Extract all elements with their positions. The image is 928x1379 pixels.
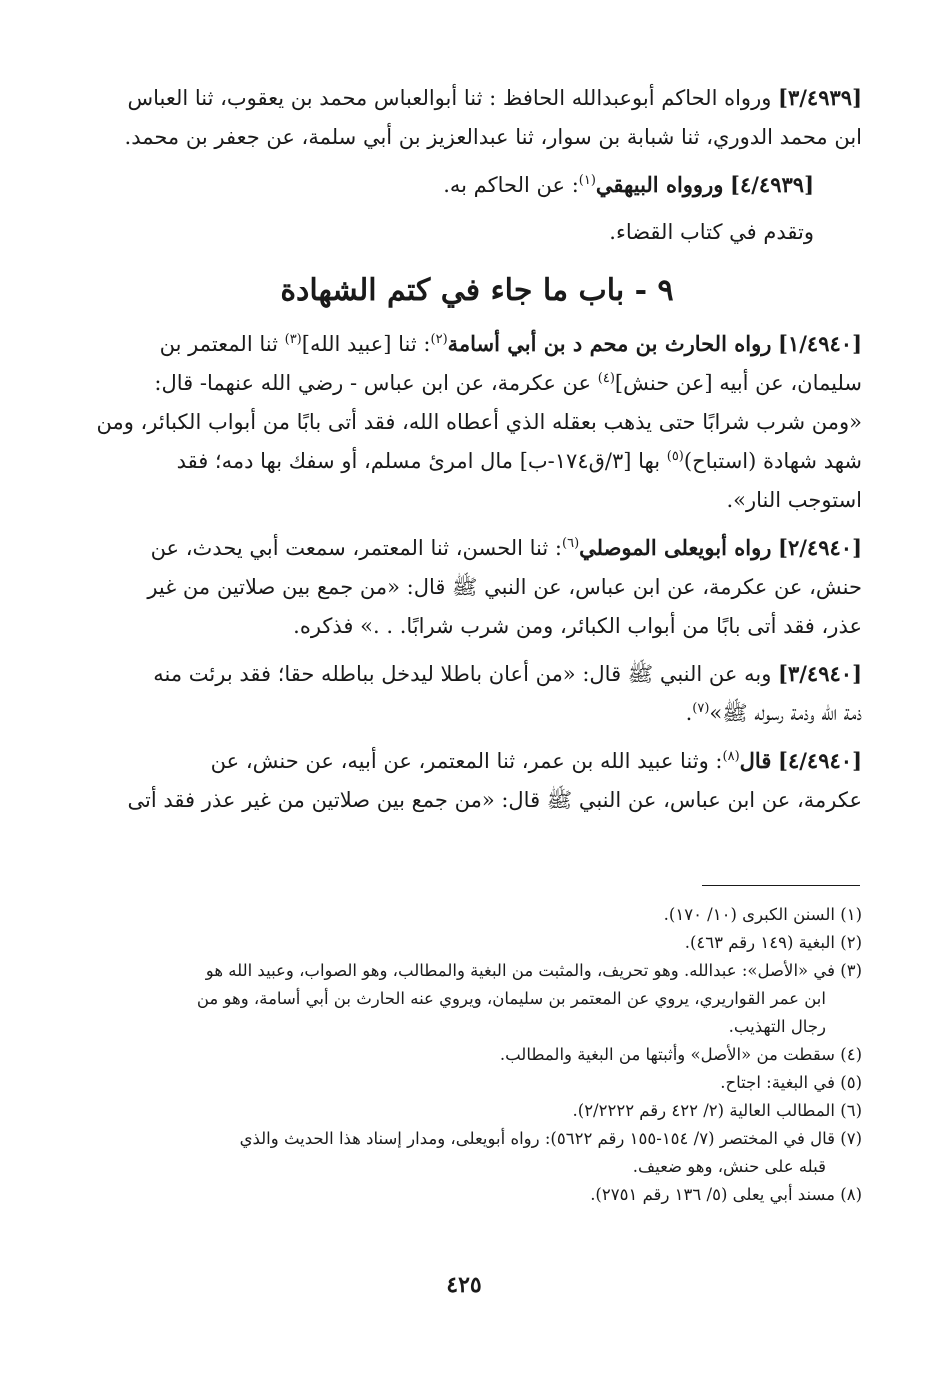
hadith-reference: [٤/٤٩٣٩] xyxy=(730,172,814,197)
footnote-4: (٤) سقطت من «الأصل» وأثبتها من البغية والمطالب. xyxy=(499,1045,862,1064)
text-line: «ومن شرب شرابًا حتى يذهب بعقله الذي أعطاه الله، فقد أتى بابًا من أبواب الكبائر، ومن xyxy=(96,410,862,434)
text-span: رواه الحارث بن محم د بن أبي أسامة xyxy=(447,331,772,356)
page-number: ٤٢٥ xyxy=(446,1272,482,1298)
text-line: ابن محمد الدوري، ثنا شبابة بن سوار، ثنا عبدالعزيز بن أبي سلمة، عن جعفر بن محمد. xyxy=(124,125,862,149)
hadith-4940-1 xyxy=(92,324,862,520)
text-line xyxy=(92,528,862,568)
text-line xyxy=(92,442,862,481)
chapter-title: ٩ - باب ما جاء في كتم الشهادة xyxy=(280,273,674,308)
text-span: ورواه الحاكم أبوعبدالله الحافظ : ثنا أبوالعباس محمد بن يعقوب، ثنا العباس xyxy=(127,86,772,110)
text-line xyxy=(92,694,862,733)
footnote-marker: (٨) xyxy=(722,749,740,764)
footnote-line: قبله على حنش، وهو ضعيف. xyxy=(632,1157,826,1176)
text-line xyxy=(92,741,862,781)
hadith-reference: [٣/٤٩٤٠] xyxy=(778,661,862,686)
hadith-reference: [٤/٤٩٤٠] xyxy=(778,748,862,773)
hadith-4940-3 xyxy=(92,654,862,733)
hadith-reference: [١/٤٩٤٠] xyxy=(778,331,862,356)
text-span: قال xyxy=(739,748,772,773)
footnote-marker: (٥) xyxy=(666,449,684,464)
text-line: استوجب النار». xyxy=(726,488,862,512)
text-span: . xyxy=(685,701,693,725)
text-line xyxy=(92,654,862,694)
footnote-line: (٧) قال في المختصر (٧/ ١٥٤-١٥٥ رقم ٥٦٢٢): رواه أبويعلى، ومدار إسناد هذا الحديث والذي xyxy=(239,1129,862,1148)
text-line xyxy=(92,324,862,364)
hadith-4939-3 xyxy=(92,78,862,157)
text-line xyxy=(92,364,862,403)
footnote-marker: (٢) xyxy=(430,332,448,347)
footnote-line: رجال التهذيب. xyxy=(728,1017,826,1036)
footnote-5: (٥) في البغية: اجتاح. xyxy=(720,1073,862,1092)
footnote-marker: (٦) xyxy=(562,536,580,551)
main-text xyxy=(92,78,862,828)
text-span: : ثنا الحسن، ثنا المعتمر، سمعت أبي يحدث، عن xyxy=(150,536,562,560)
footnotes xyxy=(92,901,862,1209)
footnote-7 xyxy=(92,1125,862,1181)
text-line: عذر، فقد أتى بابًا من أبواب الكبائر، ومن شرب شرابًا. . .» فذكره. xyxy=(293,614,862,638)
hadith-reference: [٣/٤٩٣٩] xyxy=(778,85,862,110)
text-line: عكرمة، عن ابن عباس، عن النبي ﷺ قال: «من جمع بين صلاتين من غير عذر فقد أتى xyxy=(127,788,862,812)
text-span: عن عكرمة، عن ابن عباس - رضي الله عنهما- قال: xyxy=(154,371,598,395)
hadith-4940-4 xyxy=(92,741,862,820)
text-span: بها [٣/ق١٧٤-ب] مال امرئ مسلم، أو سفك بها دمه؛ فقد xyxy=(176,449,667,473)
text-span: شهد شهادة (استباح) xyxy=(683,449,862,473)
footnote-1: (١) السنن الكبرى (١٠/ ١٧٠). xyxy=(663,905,862,924)
footnote-8: (٨) مسند أبي يعلى (٥/ ١٣٦ رقم ٢٧٥١). xyxy=(590,1185,862,1204)
text-span: سليمان، عن أبيه [عن حنش] xyxy=(614,371,862,395)
text-span: وروواه البيهقي xyxy=(595,172,724,197)
text-line xyxy=(92,78,862,118)
hadith-4940-2 xyxy=(92,528,862,646)
footnote-3 xyxy=(92,957,862,1041)
footnote-divider xyxy=(702,885,860,886)
text-span: : وثنا عبيد الله بن عمر، ثنا المعتمر، عن أبيه، عن حنش، عن xyxy=(210,749,723,773)
footnote-2: (٢) البغية (١٤٩ رقم ٤٦٣). xyxy=(684,933,862,952)
footnote-6: (٦) المطالب العالية (٢/ ٤٢٢ رقم ٢/٢٢٢٢). xyxy=(572,1101,862,1120)
footnote-marker: (٧) xyxy=(692,701,710,716)
hadith-4939-4 xyxy=(92,165,862,205)
hadith-reference: [٢/٤٩٤٠] xyxy=(778,535,862,560)
footnote-marker: (١) xyxy=(578,173,596,188)
text-span: : عن الحاكم به. xyxy=(443,173,579,197)
text-line: حنش، عن عكرمة، عن ابن عباس، عن النبي ﷺ قال: «من جمع بين صلاتين من غير xyxy=(147,575,862,599)
text-span: رواه أبويعلى الموصلي xyxy=(579,535,772,560)
footnote-marker: (٣) xyxy=(284,332,302,347)
text-span: ثنا المعتمر بن xyxy=(159,332,285,356)
footnote-marker: (٤) xyxy=(597,371,615,386)
text-span: : ثنا [عبيد الله] xyxy=(301,332,431,356)
note-paragraph: وتقدم في كتاب القضاء. xyxy=(609,220,814,244)
footnote-line: ابن عمر القواريري، يروي عن المعتمر بن سليمان، ويروي عنه الحارث بن أبي أسامة، وهو من xyxy=(196,989,826,1008)
text-span: وبه عن النبي ﷺ قال: «من أعان باطلا ليدخل بباطله حقا؛ فقد برئت منه xyxy=(153,662,772,686)
footnote-line: (٣) في «الأصل»: عبدالله. وهو تحريف، والمثبت من البغية والمطالب، وهو الصواب، وعبيد الله هو xyxy=(205,961,862,980)
text-span: ذمة الله وذمة رسوله ﷺ» xyxy=(709,701,862,725)
